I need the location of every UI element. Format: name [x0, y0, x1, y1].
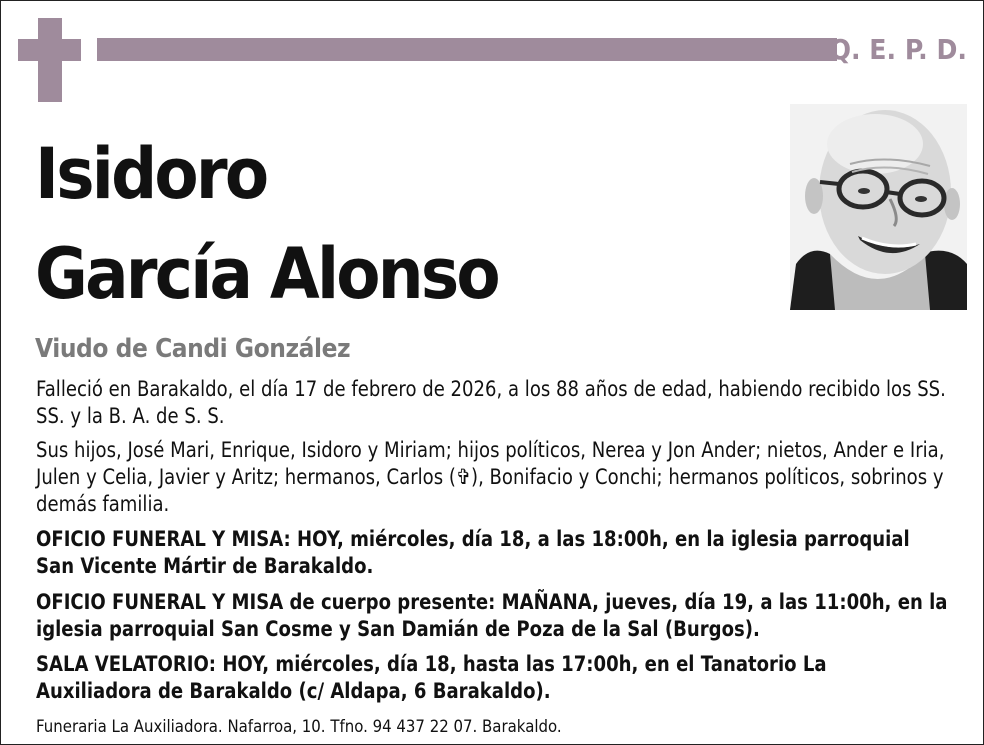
wake-text: SALA VELATORIO: HOY, miércoles, día 18, hasta las 17:00h, en el Tanatorio La Auxiliadora de Barakaldo (c/ Aldapa, 6 Barakaldo).: [36, 652, 827, 703]
funeral-mass-paragraph-2: [36, 589, 948, 643]
cross-icon-horizontal: [18, 39, 81, 61]
deceased-portrait: [790, 104, 967, 310]
deceased-surnames: García Alonso: [35, 233, 498, 315]
deceased-first-name: Isidoro: [35, 133, 267, 215]
funeral-mass-text-2: OFICIO FUNERAL Y MISA de cuerpo presente: MAÑANA, jueves, día 19, a las 11:00h, en la iglesia parroquial San Cosme y San Damián de Poza de la Sal (Burgos).: [36, 590, 948, 641]
death-notice-paragraph: [36, 376, 948, 430]
funeral-home-footer: Funeraria La Auxiliadora. Nafarroa, 10. Tfno. 94 437 22 07. Barakaldo.: [36, 717, 562, 737]
header-bar: [97, 38, 837, 61]
family-paragraph: [36, 437, 948, 518]
wake-paragraph: [36, 651, 948, 705]
qepd-label: Q. E. P. D.: [829, 33, 967, 66]
funeral-mass-text-1: OFICIO FUNERAL Y MISA: HOY, miércoles, día 18, a las 18:00h, en la iglesia parroquial San Vicente Mártir de Barakaldo.: [36, 527, 910, 578]
death-notice-text: Falleció en Barakaldo, el día 17 de febrero de 2026, a los 88 años de edad, habiendo recibido los SS. SS. y la B. A. de S. S.: [36, 377, 946, 428]
family-text: Sus hijos, José Mari, Enrique, Isidoro y Miriam; hijos políticos, Nerea y Jon Ander; nietos, Ander e Iria, Julen y Celia, Javier y Aritz; hermanos, Carlos (✞), Bonifacio y Conchi; hermanos políticos, sobrinos y demás familia.: [36, 438, 945, 516]
funeral-mass-paragraph-1: [36, 526, 948, 580]
relation-subtitle: Viudo de Candi González: [35, 334, 351, 364]
